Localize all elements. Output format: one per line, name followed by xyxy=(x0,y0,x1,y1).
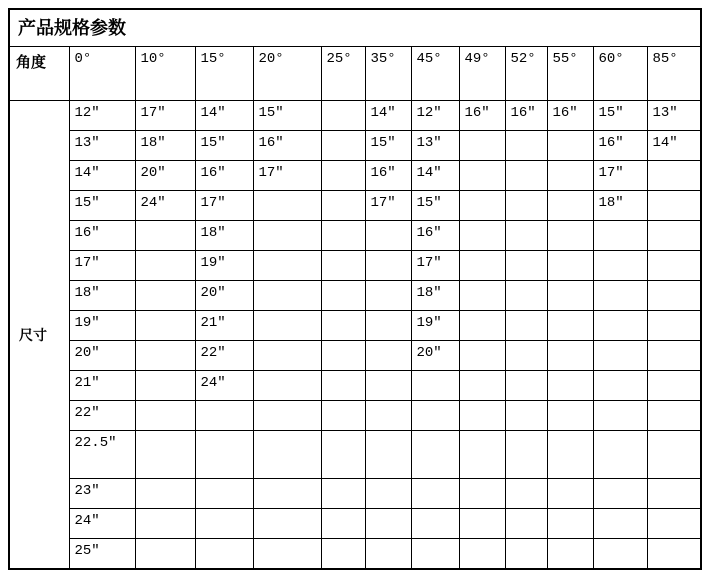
table-cell: 24″ xyxy=(135,191,195,221)
table-cell xyxy=(647,161,701,191)
table-cell xyxy=(505,191,547,221)
table-row xyxy=(9,131,701,161)
table-cell xyxy=(321,341,365,371)
table-cell xyxy=(459,251,505,281)
column-header-20deg: 20° xyxy=(253,47,321,101)
table-cell: 16″ xyxy=(365,161,411,191)
table-cell xyxy=(365,281,411,311)
table-cell xyxy=(459,131,505,161)
table-cell xyxy=(321,371,365,401)
table-cell xyxy=(593,401,647,431)
table-cell: 18″ xyxy=(411,281,459,311)
table-cell xyxy=(593,479,647,509)
table-cell: 17″ xyxy=(365,191,411,221)
table-cell xyxy=(647,479,701,509)
table-cell xyxy=(365,311,411,341)
column-header-85deg: 85° xyxy=(647,47,701,101)
table-cell xyxy=(365,479,411,509)
table-cell xyxy=(365,431,411,479)
table-cell: 16″ xyxy=(411,221,459,251)
column-header-10deg: 10° xyxy=(135,47,195,101)
table-cell: 15″ xyxy=(195,131,253,161)
table-cell: 18″ xyxy=(593,191,647,221)
table-cell xyxy=(365,251,411,281)
table-cell xyxy=(321,251,365,281)
table-cell xyxy=(195,509,253,539)
table-cell xyxy=(459,539,505,570)
table-cell: 12″ xyxy=(69,101,135,131)
table-cell: 12″ xyxy=(411,101,459,131)
table-cell: 23″ xyxy=(69,479,135,509)
table-cell xyxy=(593,281,647,311)
table-cell xyxy=(505,401,547,431)
table-cell: 14″ xyxy=(647,131,701,161)
table-cell: 16″ xyxy=(69,221,135,251)
table-cell xyxy=(135,539,195,570)
table-cell xyxy=(647,371,701,401)
table-row xyxy=(9,539,701,570)
table-cell xyxy=(547,161,593,191)
table-cell xyxy=(505,131,547,161)
table-cell xyxy=(647,221,701,251)
table-cell: 21″ xyxy=(195,311,253,341)
table-cell xyxy=(593,311,647,341)
title-row xyxy=(9,9,701,47)
table-cell xyxy=(365,509,411,539)
table-cell xyxy=(505,161,547,191)
table-cell xyxy=(321,161,365,191)
table-cell xyxy=(195,479,253,509)
table-cell xyxy=(459,371,505,401)
table-cell xyxy=(647,401,701,431)
table-cell xyxy=(547,401,593,431)
spec-table xyxy=(8,8,702,570)
table-cell xyxy=(647,539,701,570)
table-cell: 24″ xyxy=(69,509,135,539)
table-row xyxy=(9,311,701,341)
table-row xyxy=(9,221,701,251)
table-cell xyxy=(135,371,195,401)
table-cell xyxy=(593,509,647,539)
table-cell xyxy=(547,431,593,479)
table-cell: 25″ xyxy=(69,539,135,570)
table-cell: 14″ xyxy=(195,101,253,131)
table-cell xyxy=(253,251,321,281)
table-cell xyxy=(459,479,505,509)
table-cell xyxy=(135,341,195,371)
table-cell xyxy=(321,431,365,479)
table-cell xyxy=(253,221,321,251)
table-cell: 14″ xyxy=(411,161,459,191)
table-cell xyxy=(547,131,593,161)
table-cell: 19″ xyxy=(195,251,253,281)
table-cell xyxy=(365,221,411,251)
table-cell xyxy=(321,509,365,539)
table-cell xyxy=(647,431,701,479)
column-header-15deg: 15° xyxy=(195,47,253,101)
corner-label-angle: 角度 xyxy=(9,47,69,101)
table-cell xyxy=(195,539,253,570)
column-header-52deg: 52° xyxy=(505,47,547,101)
table-cell: 20″ xyxy=(69,341,135,371)
table-cell: 15″ xyxy=(365,131,411,161)
table-cell xyxy=(253,401,321,431)
table-cell xyxy=(459,161,505,191)
table-cell xyxy=(459,341,505,371)
table-cell: 15″ xyxy=(411,191,459,221)
table-cell xyxy=(547,221,593,251)
table-cell: 16″ xyxy=(253,131,321,161)
table-cell xyxy=(253,281,321,311)
table-cell xyxy=(365,341,411,371)
table-cell xyxy=(459,191,505,221)
table-cell xyxy=(505,509,547,539)
table-cell xyxy=(647,251,701,281)
table-cell xyxy=(253,509,321,539)
table-cell xyxy=(321,311,365,341)
table-cell xyxy=(135,251,195,281)
table-cell xyxy=(411,539,459,570)
table-title: 产品规格参数 xyxy=(9,9,701,47)
table-cell xyxy=(505,539,547,570)
table-cell: 22″ xyxy=(69,401,135,431)
table-cell xyxy=(321,539,365,570)
table-cell xyxy=(593,431,647,479)
table-cell xyxy=(253,341,321,371)
table-cell: 14″ xyxy=(69,161,135,191)
table-row xyxy=(9,479,701,509)
table-cell xyxy=(195,401,253,431)
table-cell xyxy=(135,509,195,539)
table-cell xyxy=(411,371,459,401)
table-row xyxy=(9,281,701,311)
table-cell: 18″ xyxy=(195,221,253,251)
table-cell xyxy=(195,431,253,479)
table-cell xyxy=(593,251,647,281)
table-cell: 19″ xyxy=(411,311,459,341)
table-cell: 22.5″ xyxy=(69,431,135,479)
table-cell xyxy=(135,281,195,311)
table-cell xyxy=(321,221,365,251)
table-cell: 20″ xyxy=(195,281,253,311)
table-cell: 17″ xyxy=(69,251,135,281)
table-cell xyxy=(411,401,459,431)
table-cell: 15″ xyxy=(253,101,321,131)
table-cell: 15″ xyxy=(593,101,647,131)
table-cell xyxy=(321,191,365,221)
table-cell xyxy=(253,479,321,509)
table-cell xyxy=(547,191,593,221)
table-row xyxy=(9,251,701,281)
table-cell xyxy=(459,401,505,431)
table-cell xyxy=(321,101,365,131)
table-cell xyxy=(547,281,593,311)
table-cell xyxy=(647,509,701,539)
header-row xyxy=(9,47,701,101)
table-cell xyxy=(253,431,321,479)
table-cell xyxy=(135,221,195,251)
table-cell: 13″ xyxy=(411,131,459,161)
table-cell xyxy=(135,431,195,479)
table-row xyxy=(9,341,701,371)
table-cell xyxy=(411,431,459,479)
table-cell xyxy=(505,221,547,251)
table-cell: 17″ xyxy=(593,161,647,191)
table-cell xyxy=(253,191,321,221)
table-row xyxy=(9,101,701,131)
table-row xyxy=(9,509,701,539)
table-cell: 13″ xyxy=(69,131,135,161)
table-row xyxy=(9,371,701,401)
table-cell: 16″ xyxy=(547,101,593,131)
table-cell xyxy=(253,311,321,341)
table-cell xyxy=(135,311,195,341)
column-header-55deg: 55° xyxy=(547,47,593,101)
table-cell xyxy=(365,371,411,401)
table-cell: 15″ xyxy=(69,191,135,221)
table-cell xyxy=(547,371,593,401)
table-cell: 24″ xyxy=(195,371,253,401)
table-cell xyxy=(321,401,365,431)
table-row xyxy=(9,161,701,191)
table-cell xyxy=(321,131,365,161)
table-cell xyxy=(547,539,593,570)
table-cell xyxy=(459,431,505,479)
table-cell xyxy=(253,371,321,401)
table-cell: 22″ xyxy=(195,341,253,371)
table-cell xyxy=(505,311,547,341)
table-cell: 17″ xyxy=(253,161,321,191)
table-cell xyxy=(253,539,321,570)
table-cell: 20″ xyxy=(411,341,459,371)
table-cell xyxy=(547,479,593,509)
table-cell xyxy=(135,479,195,509)
table-cell xyxy=(593,539,647,570)
column-header-25deg: 25° xyxy=(321,47,365,101)
table-cell xyxy=(647,191,701,221)
table-cell xyxy=(647,311,701,341)
table-cell xyxy=(135,401,195,431)
table-cell: 19″ xyxy=(69,311,135,341)
table-cell: 14″ xyxy=(365,101,411,131)
table-cell xyxy=(505,341,547,371)
column-header-60deg: 60° xyxy=(593,47,647,101)
column-header-45deg: 45° xyxy=(411,47,459,101)
table-cell xyxy=(547,251,593,281)
table-row xyxy=(9,191,701,221)
table-cell xyxy=(365,401,411,431)
table-cell xyxy=(411,479,459,509)
table-cell: 17″ xyxy=(135,101,195,131)
table-cell xyxy=(459,221,505,251)
table-cell xyxy=(321,281,365,311)
table-cell xyxy=(459,509,505,539)
table-row xyxy=(9,431,701,479)
table-cell: 17″ xyxy=(411,251,459,281)
table-cell: 16″ xyxy=(505,101,547,131)
table-cell xyxy=(459,311,505,341)
table-cell: 18″ xyxy=(135,131,195,161)
table-row xyxy=(9,401,701,431)
table-cell xyxy=(593,371,647,401)
table-cell xyxy=(593,341,647,371)
table-cell: 18″ xyxy=(69,281,135,311)
table-cell: 13″ xyxy=(647,101,701,131)
column-header-0deg: 0° xyxy=(69,47,135,101)
table-cell: 17″ xyxy=(195,191,253,221)
table-cell xyxy=(321,479,365,509)
table-cell xyxy=(647,341,701,371)
table-cell xyxy=(505,251,547,281)
row-group-label-size: 尺寸 xyxy=(9,101,69,570)
table-cell xyxy=(459,281,505,311)
column-header-49deg: 49° xyxy=(459,47,505,101)
table-cell xyxy=(647,281,701,311)
table-cell xyxy=(547,341,593,371)
table-cell: 16″ xyxy=(593,131,647,161)
table-cell: 20″ xyxy=(135,161,195,191)
table-cell xyxy=(547,311,593,341)
table-cell xyxy=(593,221,647,251)
table-cell xyxy=(505,431,547,479)
table-cell: 16″ xyxy=(195,161,253,191)
table-cell xyxy=(547,509,593,539)
table-cell xyxy=(411,509,459,539)
table-cell: 16″ xyxy=(459,101,505,131)
table-cell xyxy=(365,539,411,570)
table-cell: 21″ xyxy=(69,371,135,401)
table-cell xyxy=(505,371,547,401)
table-cell xyxy=(505,281,547,311)
column-header-35deg: 35° xyxy=(365,47,411,101)
table-cell xyxy=(505,479,547,509)
